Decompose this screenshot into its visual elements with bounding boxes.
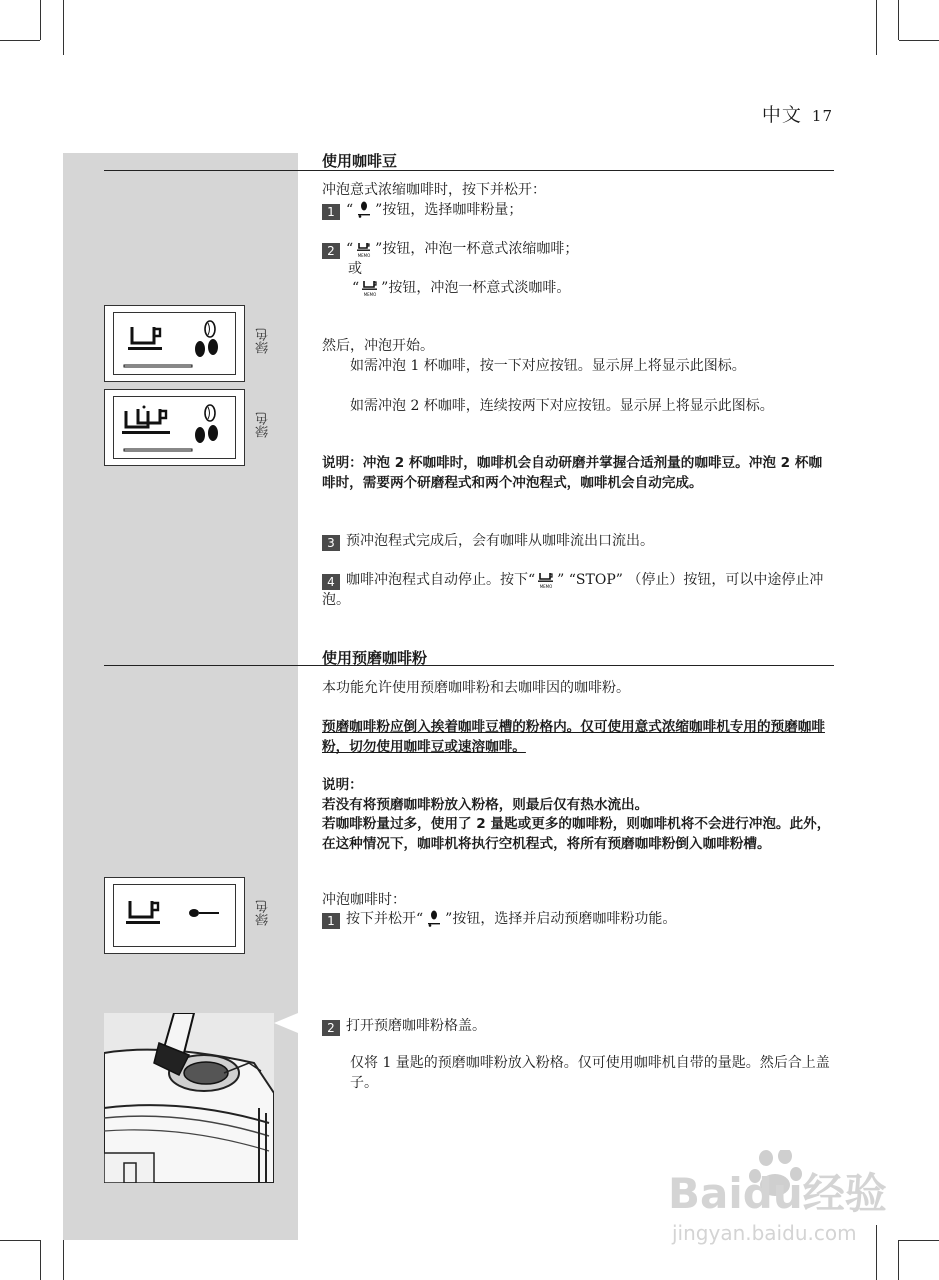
svg-text:jingyan.baidu.com: jingyan.baidu.com	[672, 1221, 857, 1245]
svg-text:MEMO: MEMO	[357, 253, 371, 258]
display-two-cups	[104, 389, 245, 466]
step-2b: “ MEMO ”按钮，冲泡一杯意式淡咖啡。	[352, 280, 571, 297]
section2-intro: 本功能允许使用预磨咖啡粉和去咖啡因的咖啡粉。	[322, 680, 630, 696]
machine-lid-illustration	[104, 1013, 274, 1183]
aroma-strength-icon	[353, 201, 375, 219]
note-two-cups: 说明：冲泡 2 杯咖啡时，咖啡机会自动研磨并掌握合适剂量的咖啡豆。冲泡 2 杯咖啡时，需要两个研磨程式和两个冲泡程式，咖啡机会自动完成。	[322, 455, 823, 491]
svg-text:MEMO: MEMO	[363, 292, 377, 297]
one-cup-icon	[114, 313, 237, 375]
crop-mark	[898, 0, 899, 40]
section-rule	[104, 665, 834, 666]
step-1-pre-ground: 1 按下并松开“ ”按钮，选择并启动预磨咖啡粉功能。	[322, 909, 834, 929]
section-title-pre-ground: 使用预磨咖啡粉	[322, 649, 428, 667]
crop-mark	[899, 1240, 939, 1241]
display-pre-ground	[104, 877, 245, 954]
section1-intro: 冲泡意式浓缩咖啡时，按下并松开：	[322, 182, 546, 198]
display-color-label: 绿色	[256, 412, 271, 438]
svg-text:Baidu经验: Baidu经验	[668, 1169, 887, 1218]
step-number: 4	[322, 574, 340, 590]
step-2-detail: 仅将 1 量匙的预磨咖啡粉放入粉格。仅可使用咖啡机自带的量匙。然后合上盖子。	[350, 1055, 830, 1091]
crop-mark	[40, 1240, 41, 1280]
page-number: 17	[811, 107, 833, 125]
two-cups-instruction: 如需冲泡 2 杯咖啡，连续按两下对应按钮。显示屏上将显示此图标。	[350, 398, 774, 414]
step-2: 2 “ MEMO ”按钮，冲泡一杯意式浓缩咖啡；	[322, 239, 834, 259]
one-cup-instruction: 如需冲泡 1 杯咖啡，按一下对应按钮。显示屏上将显示此图标。	[350, 358, 746, 374]
crop-mark	[0, 1240, 40, 1241]
brew-start-text: 然后，冲泡开始。	[322, 338, 434, 354]
display-one-cup	[104, 305, 245, 382]
espresso-cup-icon	[353, 240, 375, 258]
crop-mark	[876, 0, 877, 55]
callout-pointer	[274, 1013, 298, 1033]
crop-mark	[899, 40, 939, 41]
pre-ground-cup-icon	[114, 885, 237, 947]
step-2-pre-ground: 2 打开预磨咖啡粉格盖。	[322, 1016, 834, 1036]
step-number: 2	[322, 1020, 340, 1036]
aroma-strength-icon	[423, 910, 445, 928]
section-title-coffee-beans: 使用咖啡豆	[322, 152, 398, 170]
baidu-jingyan-watermark	[668, 1150, 898, 1254]
page-header	[762, 100, 833, 127]
coffee-cup-icon	[535, 571, 557, 589]
note-no-powder: 若没有将预磨咖啡粉放入粉格，则最后仅有热水流出。	[322, 797, 649, 813]
coffee-cup-icon	[359, 279, 381, 297]
crop-mark	[898, 1240, 899, 1280]
step-number: 2	[322, 243, 340, 259]
step-number: 1	[322, 204, 340, 220]
brew-label: 冲泡咖啡时：	[322, 892, 406, 908]
crop-mark	[0, 40, 40, 41]
two-cups-icon	[114, 397, 237, 459]
svg-text:MEMO: MEMO	[539, 584, 553, 589]
step-1: 1 “ ”按钮，选择咖啡粉量；	[322, 200, 834, 220]
note-too-much-powder: 若咖啡粉量过多，使用了 2 量匙或更多的咖啡粉，则咖啡机将不会进行冲泡。此外，在这种情况下，咖啡机将执行空机程式，将所有预磨咖啡粉倒入咖啡粉槽。	[322, 816, 831, 852]
display-color-label: 绿色	[256, 900, 271, 926]
display-color-label: 绿色	[256, 328, 271, 354]
step-number: 3	[322, 535, 340, 551]
language-label: 中文	[761, 104, 802, 126]
step-number: 1	[322, 913, 340, 929]
note-label: 说明：	[322, 777, 363, 793]
crop-mark	[40, 0, 41, 40]
step-3: 3 预冲泡程式完成后，会有咖啡从咖啡流出口流出。	[322, 531, 834, 551]
or-label: 或	[348, 261, 362, 277]
section-rule	[104, 170, 834, 171]
step-4: 4 咖啡冲泡程式自动停止。按下“ MEMO ” “STOP” （停止）按钮，可以中途停止冲泡。	[322, 572, 824, 608]
pre-ground-warning: 预磨咖啡粉应倒入挨着咖啡豆槽的粉格内。仅可使用意式浓缩咖啡机专用的预磨咖啡粉，切勿使用咖啡豆或速溶咖啡。	[322, 719, 825, 755]
crop-mark	[63, 0, 64, 55]
